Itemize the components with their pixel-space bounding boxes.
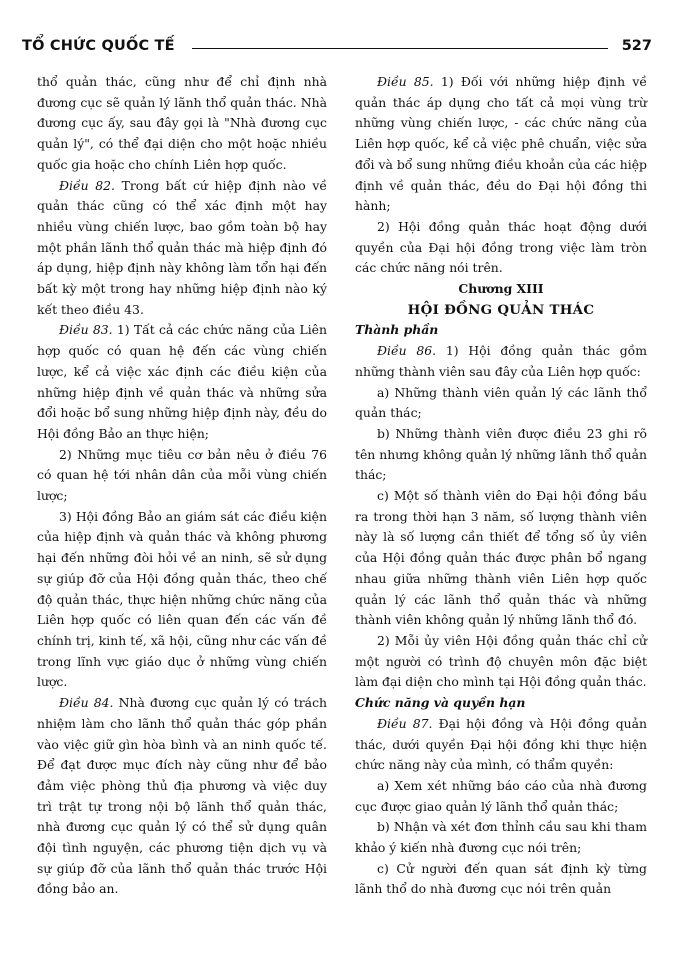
article-83	[37, 320, 327, 444]
article-86-label: Điều 86.	[377, 343, 437, 359]
paragraph-continuation: thổ quản thác, cũng như để chỉ định nhà đương cục sẽ quản lý lãnh thổ quản thác. Nhà đương cục ấy, sau đây gọi là "Nhà đương cục quản lý", có thể đại diện cho một hoặc nhiều quốc gia hoặc cho chính Liên hợp quốc.	[37, 74, 327, 172]
chapter-title: HỘI ĐỒNG QUẢN THÁC	[407, 301, 595, 318]
article-87-item-c: c) Cử người đến quan sát định kỳ từng lãnh thổ do nhà đương cục nói trên quản	[355, 860, 647, 897]
article-86	[355, 341, 647, 382]
article-84-label: Điều 84.	[59, 695, 114, 711]
article-82	[37, 176, 327, 321]
article-87-item-b: b) Nhận và xét đơn thỉnh cầu sau khi tham khảo ý kiến nhà đương cục nói trên;	[355, 819, 647, 856]
running-header	[22, 38, 652, 60]
running-title: TỔ CHỨC QUỐC TẾ	[22, 38, 175, 54]
article-83-text: 1) Tất cả các chức năng của Liên hợp quốc có quan hệ đến các vùng chiến lược, kể cả việc xác định các điều kiện của những hiệp định về quản thác và những sửa đổi hoặc bổ sung những hiệp định này, đều do Hội đồng Bảo an thực hiện;	[37, 322, 327, 441]
article-85	[355, 72, 647, 217]
article-86-clause-2: 2) Mỗi ủy viên Hội đồng quản thác chỉ cử một người có trình độ chuyên môn đặc biệt làm đại diện cho mình tại Hội đồng quản thác.	[355, 632, 647, 690]
article-83-clause-3: 3) Hội đồng Bảo an giám sát các điều kiện của hiệp định và quản thác và không phương hại đến những đòi hỏi về an ninh, sẽ sử dụng sự giúp đỡ của Hội đồng quản thác, theo chế độ quản thác, thực hiện những chức năng của Liên hợp quốc có liên quan đến các vấn đề chính trị, kinh tế, xã hội, cũng như các vấn đề trong lĩnh vực giáo dục ở những vùng chiến lược.	[37, 508, 327, 690]
article-86-item-a: a) Những thành viên quản lý các lãnh thổ quản thác;	[355, 384, 647, 421]
article-87-label: Điều 87.	[377, 715, 433, 731]
article-87-item-a: a) Xem xét những báo cáo của nhà đương cục được giao quản lý lãnh thổ quản thác;	[355, 777, 647, 814]
right-column	[355, 72, 647, 900]
chapter-number: Chương XIII	[458, 281, 544, 297]
header-rule	[192, 48, 608, 49]
article-82-label: Điều 82.	[59, 177, 115, 193]
article-82-text: Trong bất cứ hiệp định nào về quản thác cũng có thể xác định một hay nhiều vùng chiến lược, bao gồm toàn bộ hay một phần lãnh thổ quản thác mà hiệp định đó áp dụng, hiệp định này không làm tổn hại đến bất kỳ một trong hay những hiệp định nào ký kết theo điều 43.	[37, 177, 327, 317]
article-85-label: Điều 85.	[377, 74, 434, 89]
left-column	[37, 72, 327, 900]
article-84	[37, 693, 327, 900]
article-83-clause-2: 2) Những mục tiêu cơ bản nêu ở điều 76 có quan hệ tới nhân dân của mỗi vùng chiến lược;	[37, 446, 327, 504]
article-87	[355, 714, 647, 776]
article-83-label: Điều 83.	[59, 322, 113, 338]
article-85-text: 1) Đối với những hiệp định về quản thác áp dụng cho tất cả mọi vùng trừ những vùng chiến lược, - các chức năng của Liên hợp quốc, kể cả việc phê chuẩn, việc sửa đổi và bổ sung những điều khoản của các hiệp định về quản thác, đều do Đại hội đồng thi hành;	[355, 74, 647, 214]
article-86-text: 1) Hội đồng quản thác gồm những thành viên sau đây của Liên hợp quốc:	[355, 343, 647, 379]
article-85-clause-2: 2) Hội đồng quản thác hoạt động dưới quyền của Đại hội đồng trong việc làm tròn các chức năng nói trên.	[355, 218, 647, 276]
section-heading-functions: Chức năng và quyền hạn	[355, 695, 526, 711]
article-87-text: Đại hội đồng và Hội đồng quản thác, dưới quyền Đại hội đồng khi thực hiện chức năng này của mình, có thẩm quyền:	[355, 715, 647, 773]
section-heading-composition: Thành phần	[355, 322, 439, 338]
article-84-text: Nhà đương cục quản lý có trách nhiệm làm cho lãnh thổ quản thác góp phần vào việc giữ gìn hòa bình và an ninh quốc tế. Để đạt được mục đích này cũng như để bảo đảm việc phòng thủ địa phương và việc duy trì trật tự trong nội bộ lãnh thổ quản thác, nhà đương cục quản lý có thể sử dụng quân đội tình nguyện, các phương tiện dịch vụ và sự giúp đỡ của lãnh thổ quản thác trước Hội đồng bảo an.	[37, 695, 327, 897]
article-86-item-b: b) Những thành viên được điều 23 ghi rõ tên nhưng không quản lý những lãnh thổ quản thác;	[355, 425, 647, 483]
article-86-item-c: c) Một số thành viên do Đại hội đồng bầu ra trong thời hạn 3 năm, số lượng thành viên này là số lượng cần thiết để tổng số ủy viên của Hội đồng quản thác được phân bổ ngang nhau giữa những thành viên Liên hợp quốc quản lý các lãnh thổ quản thác và những thành viên không quản lý những lãnh thổ đó.	[355, 488, 647, 628]
page-number: 527	[621, 38, 652, 54]
